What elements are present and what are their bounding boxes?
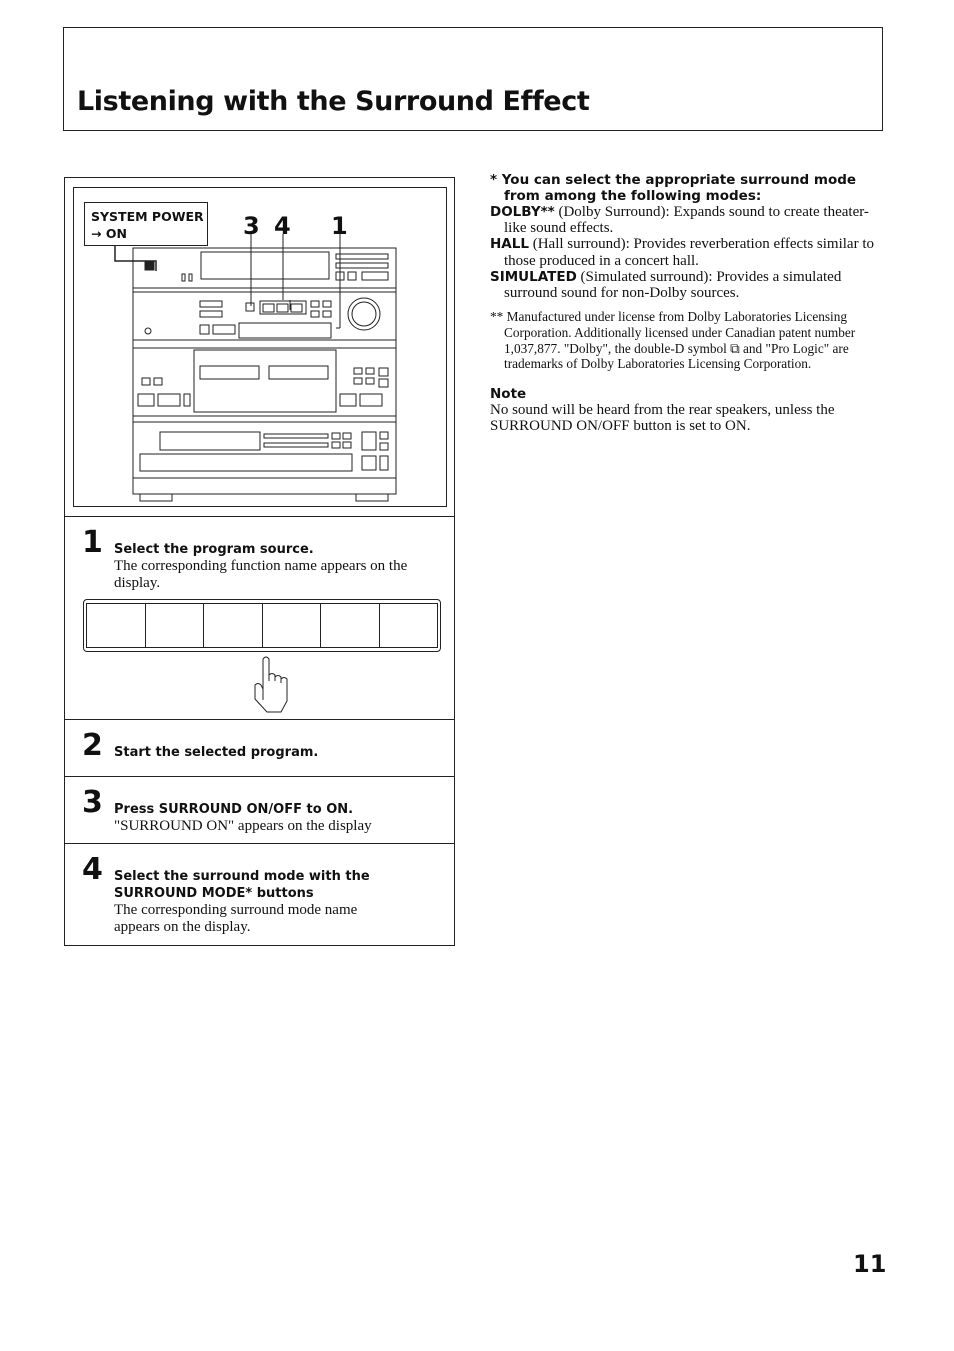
mode-name: SIMULATED xyxy=(490,268,577,285)
step-heading: Press SURROUND ON/OFF to ON. xyxy=(114,802,354,817)
display-segment xyxy=(263,604,322,647)
callout-3: 3 xyxy=(243,212,260,240)
stereo-illustration xyxy=(73,187,447,507)
page-number: 11 xyxy=(853,1250,887,1278)
display-segment xyxy=(321,604,380,647)
callout-4: 4 xyxy=(274,212,291,240)
display-segment xyxy=(146,604,205,647)
mode-simulated xyxy=(490,269,880,301)
display-segment xyxy=(87,604,146,647)
display-segment xyxy=(380,604,438,647)
trademark-footnote: ** Manufactured under license from Dolby Laboratories Licensing Corporation. Additionally licensed under Canadian patent number 1,037,877. "Dolby", the double-D symbol ⧉ and "Pro Logic" are trademarks of Dolby Laboratories Licensing Corporation. xyxy=(490,309,856,372)
step-number: 3 xyxy=(82,785,103,820)
callout-1: 1 xyxy=(331,212,348,240)
page-title: Listening with the Surround Effect xyxy=(77,86,590,117)
stereo-system-drawing xyxy=(74,188,448,508)
pointing-hand-icon xyxy=(249,655,297,717)
power-label-line2: ON xyxy=(105,226,127,241)
step-4 xyxy=(65,843,454,946)
step-number: 4 xyxy=(82,852,103,887)
mode-name: DOLBY** xyxy=(490,204,555,220)
step-number: 2 xyxy=(82,728,103,763)
step-body: "SURROUND ON" appears on the display xyxy=(114,818,372,834)
step-heading: Select the program source. xyxy=(114,542,314,557)
mode-name: HALL xyxy=(490,236,529,253)
step-body: The corresponding surround mode name appears on the display. xyxy=(114,902,358,935)
mode-desc: (Dolby Surround): Expands sound to create theater-like sound effects. xyxy=(504,204,869,237)
mode-dolby xyxy=(490,204,880,236)
step-number: 1 xyxy=(82,525,103,560)
step-heading: Start the selected program. xyxy=(114,745,319,760)
modes-heading: * You can select the appropriate surround mode from among the following modes: xyxy=(490,172,857,204)
mode-desc: (Simulated surround): Provides a simulated surround sound for non-Dolby sources. xyxy=(504,268,842,302)
note-body: No sound will be heard from the rear speakers, unless the SURROUND ON/OFF button is set to ON. xyxy=(490,402,835,435)
step-heading: Select the surround mode with the SURROUND MODE* buttons xyxy=(114,869,370,901)
instruction-panel xyxy=(64,177,455,946)
power-label-line1: SYSTEM POWER xyxy=(91,209,204,224)
note-heading: Note xyxy=(490,386,527,403)
step-1 xyxy=(65,516,454,719)
mode-desc: (Hall surround): Provides reverberation effects similar to those produced in a concert hall. xyxy=(504,236,874,269)
step-body: The corresponding function name appears on the display. xyxy=(114,558,408,591)
step-2 xyxy=(65,719,454,776)
title-box xyxy=(63,27,883,131)
mode-hall xyxy=(490,236,880,268)
function-display xyxy=(83,599,441,652)
display-segment xyxy=(204,604,263,647)
surround-modes-section xyxy=(490,172,880,434)
arrow-icon: → xyxy=(91,226,102,241)
step-3 xyxy=(65,776,454,843)
